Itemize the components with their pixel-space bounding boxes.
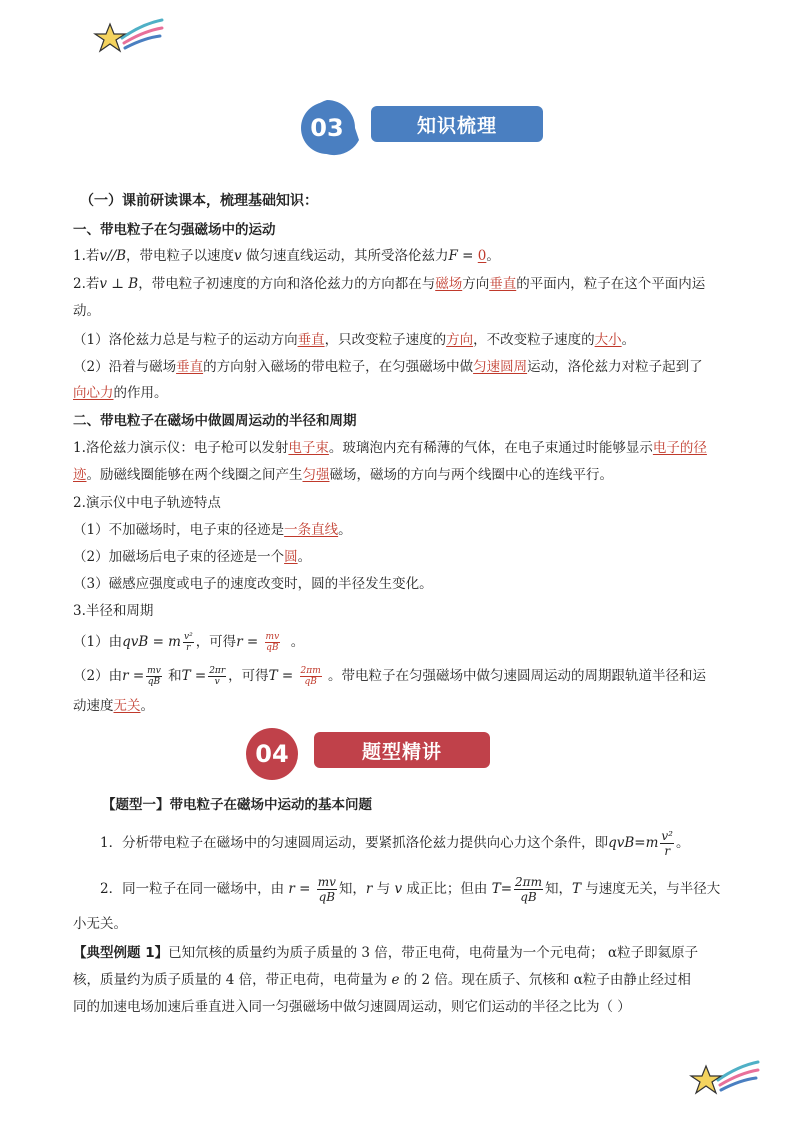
part2-c2-cont: 动速度无关。 [73,698,154,714]
type1-point2-cont: 小无关。 [73,916,127,932]
section-number: 04 [255,740,289,768]
part2-heading: 二、带电粒子在磁场中做圆周运动的半径和周期 [73,413,357,429]
part1-point1: （1）洛伦兹力总是与粒子的运动方向垂直，只改变粒子速度的方向，不改变粒子速度的大小。 [73,332,636,348]
part1-line2-cont: 动。 [73,303,100,319]
part2-b3: （3）磁感应强度或电子的速度改变时，圆的半径发生变化。 [73,576,433,592]
part1-heading: 一、带电粒子在匀强磁场中的运动 [73,222,276,238]
example-label: 【典型例题 1】 [73,945,169,961]
example-line3: 同的加速电场加速后垂直进入同一匀强磁场中做匀速圆周运动，则它们运动的半径之比为（ ） [73,999,631,1015]
main-heading: （一）课前研读课本，梳理基础知识： [80,193,318,209]
star-icon [92,16,164,58]
example-line1: 【典型例题 1】已知氘核的质量约为质子质量的 3 倍，带正电荷，电荷量为一个元电荷； α粒子即氦原子 [73,945,699,961]
part2-c-heading: 3.半径和周期 [73,603,154,619]
type1-point1: 1．分析带电粒子在磁场中的匀速圆周运动，要紧抓洛伦兹力提供向心力这个条件，即qvB=m $\frac{\text{v²}}{r}$ 。 [100,829,690,858]
section-title: 知识梳理 [371,106,543,142]
example-line2: 核，质量约为质子质量的 4 倍，带正电荷，电荷量为 e 的 2 倍。现在质子、氘核和 α粒子由静止经过相 [73,972,691,988]
part2-b-heading: 2.演示仪中电子轨迹特点 [73,495,221,511]
part2-a-line1: 1.洛伦兹力演示仪：电子枪可以发射电子束。玻璃泡内充有稀薄的气体，在电子束通过时能够显示电子的径 [73,440,707,456]
part2-c2: （2）由r = $\frac{mv}{qB}$ 和T = $\frac{2\pi r}{v}$ ，可得T = $\frac{2\pi m}{qB}$ 。带电粒子在匀强磁场中做匀速圆周运动的周期跟轨道半径和运 [73,666,707,687]
part2-c1: （1）由qvB = m $\frac{\text{v²}}{r}$ ，可得r = $\frac{mv}{qB}$ 。 [73,632,305,653]
section-title: 题型精讲 [314,732,490,768]
part1-line1: 1.若v//B，带电粒子以速度v 做匀速直线运动，其所受洛伦兹力F = 0。 [73,248,500,264]
part2-b2: （2）加磁场后电子束的径迹是一个圆。 [73,549,312,565]
part1-point2: （2）沿着与磁场垂直的方向射入磁场的带电粒子，在匀强磁场中做匀速圆周运动，洛伦兹力对粒子起到了 [73,359,703,375]
part1-line2: 2.若v ⊥ B，带电粒子初速度的方向和洛伦兹力的方向都在与磁场方向垂直的平面内，粒子在这个平面内运 [73,276,706,292]
part2-b1: （1）不加磁场时，电子束的径迹是一条直线。 [73,522,352,538]
star-icon [688,1058,760,1100]
part1-point2-cont: 向心力的作用。 [73,385,168,401]
section-header-04 [240,722,492,786]
type1-heading: 【题型一】带电粒子在磁场中运动的基本问题 [102,797,372,813]
part2-a-line2: 迹。励磁线圈能够在两个线圈之间产生匀强磁场，磁场的方向与两个线圈中心的连线平行。 [73,467,613,483]
section-number: 03 [310,114,344,142]
section-header-03 [295,96,545,160]
type1-point2: 2．同一粒子在同一磁场中，由 r = $\frac{mv}{qB}$ 知，r 与 v 成正比；但由 T= $\frac{2\pi m}{qB}$ 知，T 与速度无关，与半径大 [100,875,721,904]
